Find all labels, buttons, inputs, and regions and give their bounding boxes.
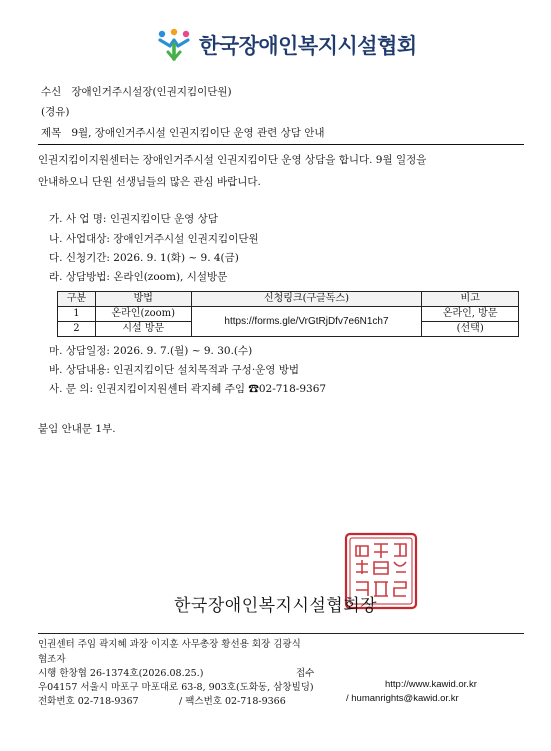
item-consulting-method: 라. 상담방법: 온라인(zoom), 시설방문 xyxy=(49,271,228,283)
item-target: 나. 사업대상: 장애인거주시설 인권지킴이단원 xyxy=(49,233,259,245)
organization-logo-icon xyxy=(157,28,191,62)
item-application-period: 다. 신청기간: 2026. 9. 1(화) ~ 9. 4(금) xyxy=(49,252,239,264)
recipient-row xyxy=(41,84,232,99)
consulting-method-table xyxy=(57,291,519,337)
subject-label: 제목 xyxy=(41,127,62,139)
table-row xyxy=(58,307,519,322)
header-logo xyxy=(157,25,417,65)
address-line: 우04157 서울시 마포구 마포대로 63-8, 903호(도화동, 삼창빌딩) xyxy=(38,682,314,693)
row-method: 온라인(zoom) xyxy=(95,307,191,322)
email-link[interactable]: / humanrights@kawid.or.kr xyxy=(346,693,459,704)
receipt-line: 접수 xyxy=(296,668,315,679)
row-method: 시설 방문 xyxy=(95,322,191,337)
note-line-2: (선택) xyxy=(422,322,519,337)
via-row: (경유) xyxy=(41,106,70,118)
col-header-category: 구분 xyxy=(58,292,96,307)
table-header-row xyxy=(58,292,519,307)
col-header-note: 비고 xyxy=(422,292,519,307)
intro-line-2: 안내하오니 단원 선생님들의 많은 관심 바랍니다. xyxy=(38,176,261,188)
note-line-1: 온라인, 방문 xyxy=(422,307,519,322)
item-project-name: 가. 사 업 명: 인권지킴이단 운영 상담 xyxy=(49,213,218,225)
subject-value: 9월, 장애인거주시설 인권지킴이단 운영 관련 상담 안내 xyxy=(71,127,325,139)
cooperator-line: 협조자 xyxy=(38,654,66,665)
item-inquiry: 사. 문 의: 인권지킴이지원센터 곽지혜 주임 ☎02-718-9367 xyxy=(49,383,327,395)
row-number: 2 xyxy=(58,322,96,337)
website-link[interactable]: http://www.kawid.or.kr xyxy=(385,679,477,690)
footer-divider xyxy=(38,633,524,634)
item-content: 바. 상담내용: 인권지킴이단 설치목적과 구성·운영 방법 xyxy=(49,364,300,376)
enforcement-line: 시행 한창협 26-1374호(2026.08.25.) xyxy=(38,668,204,679)
col-header-link: 신청링크(구글독스) xyxy=(191,292,422,307)
subject-divider xyxy=(38,144,524,145)
recipient-label: 수신 xyxy=(41,86,62,98)
item-schedule: 마. 상담일정: 2026. 9. 7.(월) ~ 9. 30.(수) xyxy=(49,345,253,357)
fax-line: / 팩스번호 02-718-9366 xyxy=(179,696,286,707)
phone-line: 전화번호 02-718-9367 xyxy=(38,696,139,707)
closing-signature: 한국장애인복지시설협회장 xyxy=(174,596,378,616)
application-link[interactable]: https://forms.gle/VrGtRjDfv7e6N1ch7 xyxy=(191,307,422,337)
intro-line-1: 인권지킴이지원센터는 장애인거주시설 인권지킴이단 운영 상담을 합니다. 9월 일정을 xyxy=(38,154,427,166)
organization-name: 한국장애인복지시설협회 xyxy=(199,34,417,58)
row-number: 1 xyxy=(58,307,96,322)
approvers-line: 인권센터 주임 곽지혜 과장 이지훈 사무총장 황선용 회장 김광식 xyxy=(38,639,301,650)
attachment-note: 붙임 안내문 1부. xyxy=(38,423,116,435)
recipient-value: 장애인거주시설장(인권지킴이단원) xyxy=(71,86,232,98)
subject-row xyxy=(41,125,325,140)
col-header-method: 방법 xyxy=(95,292,191,307)
